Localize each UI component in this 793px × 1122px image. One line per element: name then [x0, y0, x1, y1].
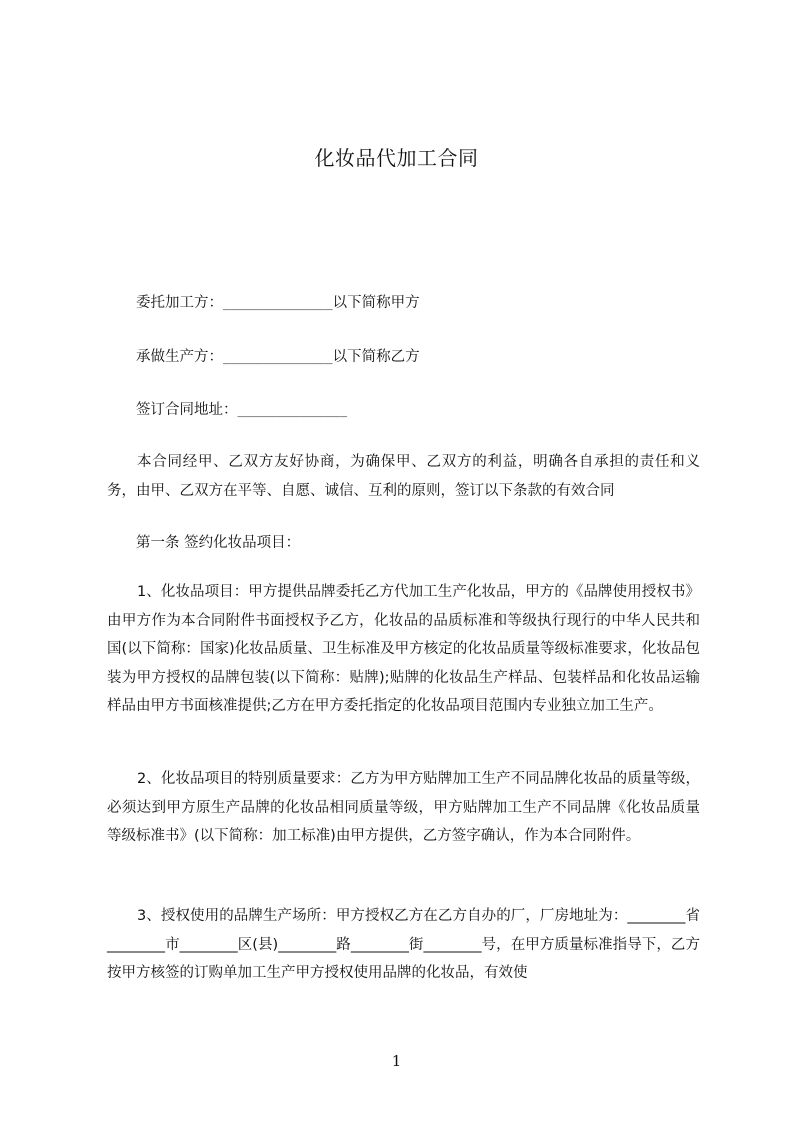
contractor-party-suffix: 以下简称乙方	[332, 349, 420, 365]
clause-2-paragraph: 2、化妆品项目的特别质量要求：乙方为甲方贴牌加工生产不同品牌化妆品的质量等级，必须达到甲方原生产品牌的化妆品相同质量等级，甲方贴牌加工生产不同品牌《化妆品质量等级标准书》(以下简称：加工标准)由甲方提供，乙方签字确认，作为本合同附件。	[107, 771, 700, 844]
principal-party-label: 委托加工方：	[136, 295, 223, 311]
principal-party-line	[136, 291, 420, 312]
clause-3-paragraph: 3、授权使用的品牌生产场所：甲方授权乙方在乙方自办的厂，厂房地址为：________省________市________区(县)________路________街________号，在甲方质量标准指导下，乙方按甲方核签的订购单加工生产甲方授权使用品牌的化妆品，有效使	[107, 908, 700, 981]
document-title: 化妆品代加工合同	[314, 146, 479, 170]
contractor-party-blank: ______________	[223, 350, 333, 365]
principal-party-blank: ______________	[223, 296, 333, 311]
signing-address-line	[136, 398, 347, 419]
contractor-party-label: 承做生产方：	[136, 349, 223, 365]
page-number: 1	[391, 1052, 402, 1070]
signing-address-label: 签订合同地址：	[136, 402, 238, 418]
article-1-heading: 第一条 签约化妆品项目：	[136, 535, 301, 551]
principal-party-suffix: 以下简称甲方	[332, 295, 420, 311]
preamble-paragraph: 本合同经甲、乙双方友好协商，为确保甲、乙双方的利益，明确各自承担的责任和义务，由甲、乙双方在平等、自愿、诚信、互利的原则，签订以下条款的有效合同	[107, 454, 700, 499]
clause-1-paragraph: 1、化妆品项目：甲方提供品牌委托乙方代加工生产化妆品，甲方的《品牌使用授权书》由甲方作为本合同附件书面授权予乙方，化妆品的品质标准和等级执行现行的中华人民共和国(以下简称：国家)化妆品质量、卫生标准及甲方核定的化妆品质量等级标准要求，化妆品包装为甲方授权的品牌包装(以下简称：贴牌);贴牌的化妆品生产样品、包装样品和化妆品运输样品由甲方书面核准提供;乙方在甲方委托指定的化妆品项目范围内专业独立加工生产。	[107, 584, 700, 714]
signing-address-blank: ______________	[237, 403, 348, 418]
contractor-party-line	[136, 345, 420, 366]
